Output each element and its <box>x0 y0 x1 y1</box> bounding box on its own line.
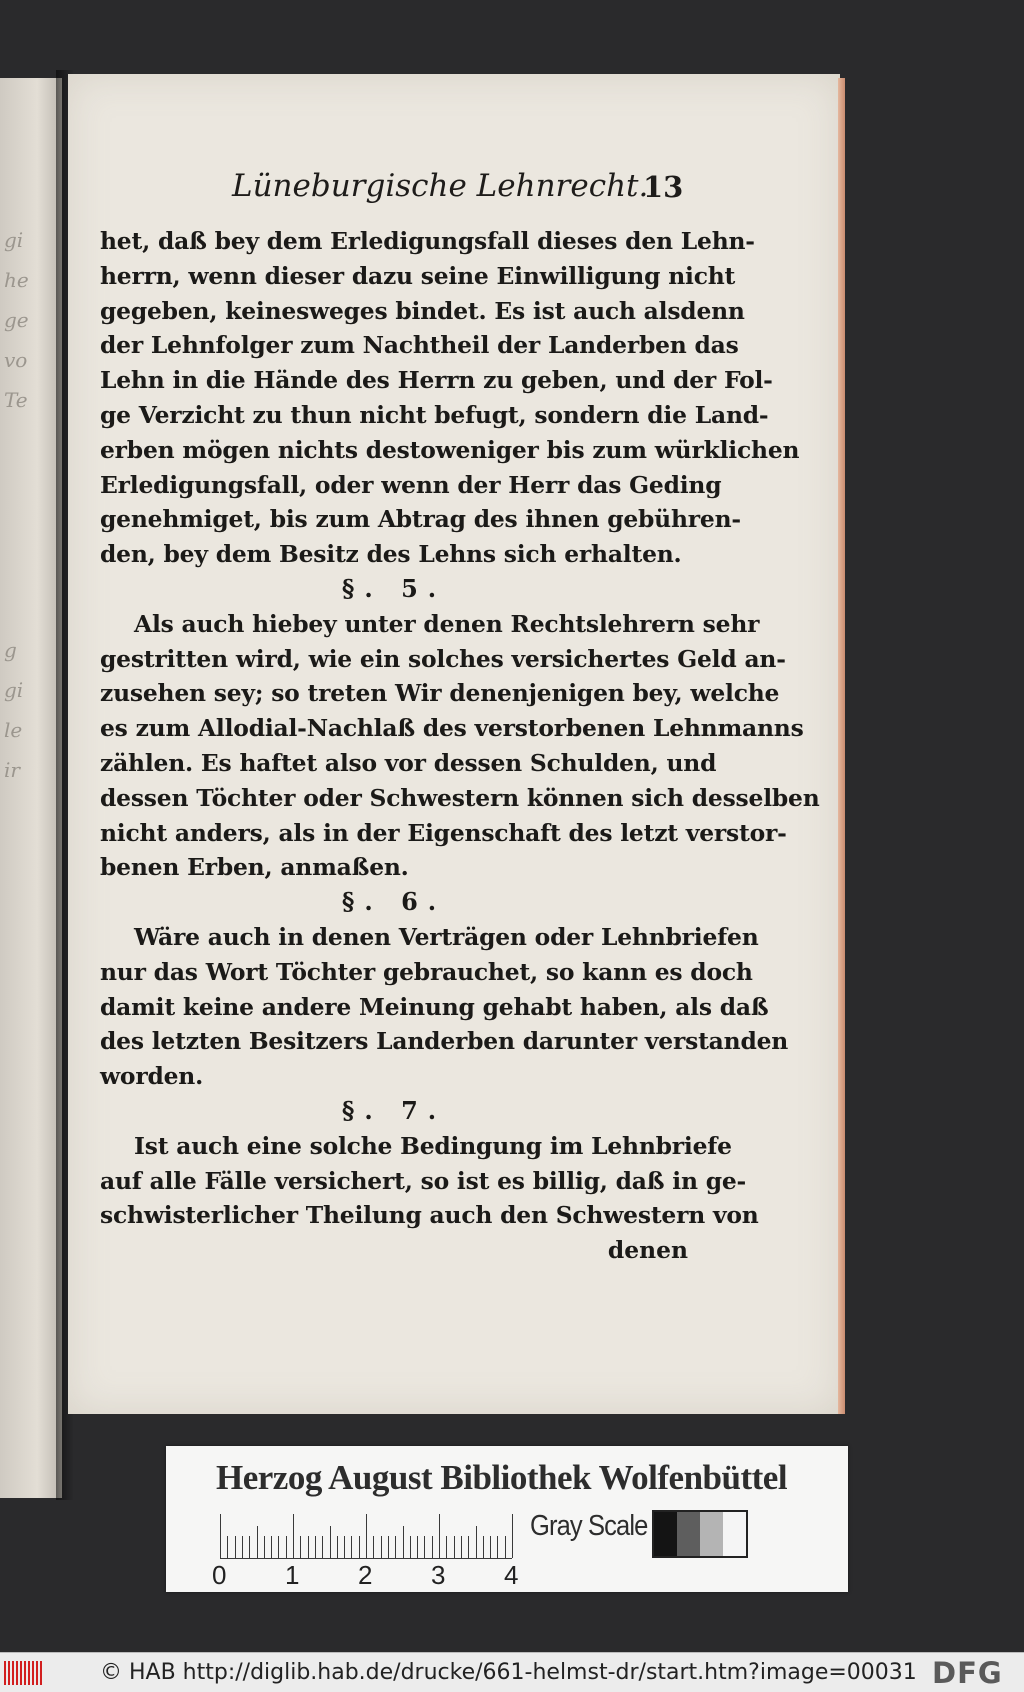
ruler-tick <box>497 1536 498 1558</box>
ruler-tick <box>322 1536 323 1558</box>
ruler-tick <box>220 1514 221 1558</box>
gray-swatch <box>654 1512 677 1556</box>
ruler-tick <box>264 1536 265 1558</box>
ruler-number: 2 <box>358 1560 373 1590</box>
dfg-logo: DFG <box>932 1656 1003 1690</box>
ruler-numbers <box>166 1560 566 1590</box>
ruler-tick <box>351 1536 352 1558</box>
section-heading: §. 5. <box>341 573 447 603</box>
ruler-tick <box>490 1536 491 1558</box>
ruler <box>220 1514 520 1554</box>
ruler-tick <box>344 1536 345 1558</box>
text-line: Ist auch eine solche Bedingung im Lehnbriefe <box>134 1131 732 1160</box>
footer-bar <box>0 1652 1024 1692</box>
ruler-tick <box>235 1536 236 1558</box>
ruler-number: 3 <box>431 1560 446 1590</box>
ruler-tick <box>388 1536 389 1558</box>
text-line: schwisterlicher Theilung auch den Schwestern von <box>100 1201 759 1230</box>
adjacent-page-edge: gi he ge vo Te g gi le ir <box>0 78 62 1498</box>
text-line: dessen Töchter oder Schwestern können sich desselben <box>100 783 820 812</box>
ruler-tick <box>381 1536 382 1558</box>
ruler-tick <box>476 1526 477 1558</box>
ruler-tick <box>483 1536 484 1558</box>
ruler-tick <box>315 1536 316 1558</box>
hab-logo-icon <box>4 1661 46 1685</box>
text-line: auf alle Fälle versichert, so ist es billig, daß in ge- <box>100 1166 747 1195</box>
text-line: zusehen sey; so treten Wir denenjenigen bey, welche <box>100 679 780 708</box>
gray-swatch <box>723 1512 746 1556</box>
text-line: es zum Allodial-Nachlaß des verstorbenen Lehnmanns <box>100 714 804 743</box>
ruler-number: 0 <box>212 1560 227 1590</box>
ruler-tick <box>468 1536 469 1558</box>
section-heading: §. 7. <box>341 1095 447 1125</box>
running-head: Lüneburgische Lehnrecht. <box>232 168 649 204</box>
ruler-tick <box>286 1536 287 1558</box>
calibration-card <box>166 1446 848 1592</box>
text-line: des letzten Besitzers Landerben darunter verstanden <box>100 1027 789 1056</box>
text-line: ge Verzicht zu thun nicht befugt, sondern die Land- <box>100 400 769 429</box>
text-line: herrn, wenn dieser dazu seine Einwilligung nicht <box>100 261 736 290</box>
ruler-tick <box>410 1536 411 1558</box>
text-line: worden. <box>100 1062 204 1091</box>
ruler-tick <box>403 1526 404 1558</box>
text-line: Als auch hiebey unter denen Rechtslehrern sehr <box>134 609 760 638</box>
gray-scale-swatch <box>652 1510 748 1558</box>
ruler-tick <box>257 1526 258 1558</box>
ruler-tick <box>505 1536 506 1558</box>
ruler-number: 4 <box>504 1560 519 1590</box>
page-number: 13 <box>643 170 684 204</box>
ruler-tick <box>293 1514 294 1558</box>
ruler-tick <box>308 1536 309 1558</box>
ruler-tick <box>395 1536 396 1558</box>
ruler-tick <box>432 1536 433 1558</box>
ruler-tick <box>271 1536 272 1558</box>
text-line: Lehn in die Hände des Herrn zu geben, und der Fol- <box>100 366 773 395</box>
text-line: den, bey dem Besitz des Lehns sich erhalten. <box>100 540 682 569</box>
text-line: gestritten wird, wie ein solches versichertes Geld an- <box>100 644 786 673</box>
gray-scale-label: Gray Scale <box>530 1510 648 1542</box>
text-line: nicht anders, als in der Eigenschaft des letzt verstor- <box>100 818 787 847</box>
ruler-tick <box>227 1536 228 1558</box>
ruler-tick <box>330 1526 331 1558</box>
text-line: zählen. Es haftet also vor dessen Schulden, und <box>100 748 717 777</box>
ruler-tick <box>278 1536 279 1558</box>
text-line: benen Erben, anmaßen. <box>100 853 409 882</box>
section-heading: §. 6. <box>341 887 447 917</box>
ruler-tick <box>359 1536 360 1558</box>
ruler-tick <box>337 1536 338 1558</box>
ruler-tick <box>446 1536 447 1558</box>
page-header <box>160 94 680 144</box>
text-line: erben mögen nichts destoweniger bis zum würklichen <box>100 435 800 464</box>
text-line: der Lehnfolger zum Nachtheil der Landerben das <box>100 331 739 360</box>
ruler-baseline <box>220 1558 512 1559</box>
ruler-tick <box>512 1514 513 1558</box>
ruler-tick <box>454 1536 455 1558</box>
ruler-number: 1 <box>285 1560 300 1590</box>
text-line: genehmiget, bis zum Abtrag des ihnen gebühren- <box>100 505 741 534</box>
text-line: het, daß bey dem Erledigungsfall dieses den Lehn- <box>100 227 755 255</box>
ruler-tick <box>300 1536 301 1558</box>
ruler-tick <box>424 1536 425 1558</box>
ruler-tick <box>461 1536 462 1558</box>
ruler-tick <box>366 1514 367 1558</box>
library-name: Herzog August Bibliothek Wolfenbüttel <box>216 1458 788 1497</box>
gray-swatch <box>677 1512 700 1556</box>
text-line: gegeben, keinesweges bindet. Es ist auch alsdenn <box>100 296 745 325</box>
page-body <box>100 224 820 1268</box>
ruler-tick <box>242 1536 243 1558</box>
citation-link[interactable]: © HAB http://diglib.hab.de/drucke/661-helmst-dr/start.htm?image=00031 <box>100 1660 917 1685</box>
catchword: denen <box>607 1236 688 1265</box>
ruler-tick <box>373 1536 374 1558</box>
text-line: Erledigungsfall, oder wenn der Herr das Geding <box>100 470 722 499</box>
ruler-tick <box>439 1514 440 1558</box>
text-line: nur das Wort Töchter gebrauchet, so kann es doch <box>100 957 753 986</box>
text-line: Wäre auch in denen Verträgen oder Lehnbriefen <box>134 922 759 951</box>
page-edge <box>838 78 845 1414</box>
ruler-tick <box>249 1536 250 1558</box>
gray-swatch <box>700 1512 723 1556</box>
ruler-tick <box>417 1536 418 1558</box>
text-line: damit keine andere Meinung gehabt haben, als daß <box>100 992 769 1021</box>
